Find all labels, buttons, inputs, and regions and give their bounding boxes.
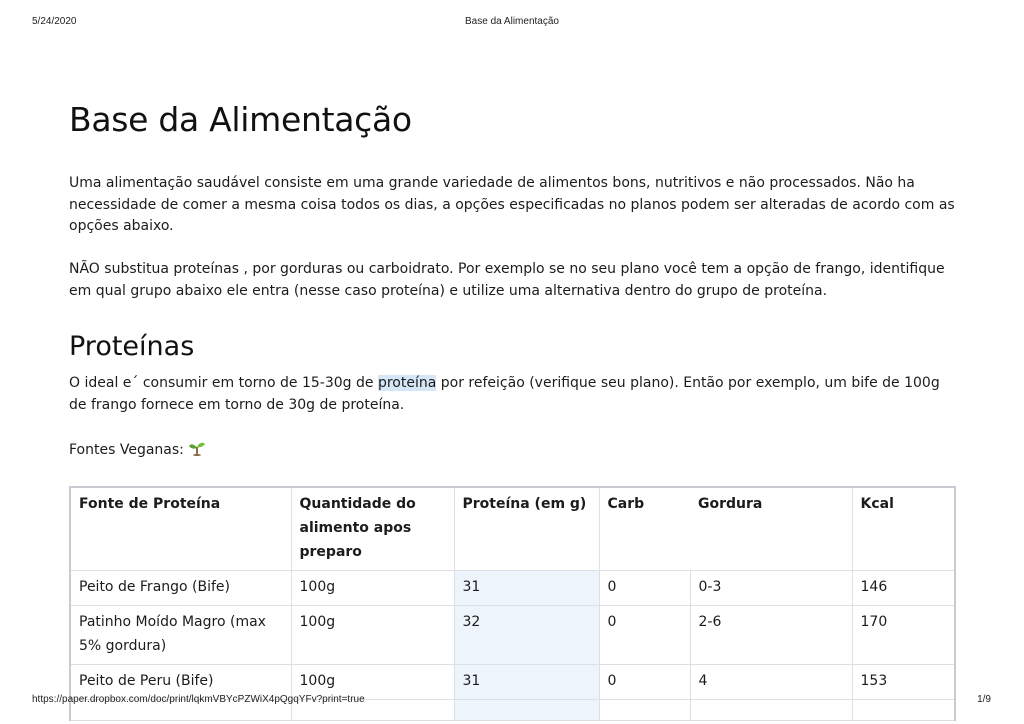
vegan-sources-label: Fontes Veganas:: [69, 442, 184, 458]
cell-source: Peito de Peru (Bife): [70, 665, 291, 700]
cell-quantity: 100g: [291, 571, 454, 606]
cell-protein: 31: [454, 665, 599, 700]
header-kcal: Kcal: [852, 487, 955, 571]
proteins-text-start: O ideal e´ consumir em torno de 15-30g de: [69, 375, 378, 391]
print-date: 5/24/2020: [32, 16, 77, 27]
print-doc-title: Base da Alimentação: [465, 16, 559, 27]
print-header: [0, 16, 1024, 30]
cell-source: Peito de Frango (Bife): [70, 571, 291, 606]
cell-fat: 0-3: [690, 571, 852, 606]
warning-paragraph: NÃO substitua proteínas , por gorduras ou carboidrato. Por exemplo se no seu plano você tem a opção de frango, identifique em qual grupo abaixo ele entra (nesse caso proteína) e utilize uma alternativa dentro do grupo de proteína.: [69, 261, 945, 299]
cell-fat: 4: [690, 665, 852, 700]
protein-table: [69, 486, 956, 721]
cell-kcal: 153: [852, 665, 955, 700]
cell-carb: 0: [599, 665, 690, 700]
header-carb: Carb: [599, 487, 690, 571]
header-quantity: Quantidade do alimento apos preparo: [291, 487, 454, 571]
seedling-icon: [188, 440, 206, 456]
proteins-paragraph: [69, 373, 959, 416]
page-title: Base da Alimentação: [69, 100, 412, 139]
section-title-proteins: Proteínas: [69, 331, 195, 362]
highlighted-word[interactable]: proteína: [377, 375, 437, 391]
header-protein: Proteína (em g): [454, 487, 599, 571]
cell-protein: 31: [454, 571, 599, 606]
intro-paragraph: Uma alimentação saudável consiste em uma grande variedade de alimentos bons, nutritivos e não processados. Não ha necessidade de comer a mesma coisa todos os dias, a opções especificadas no planos podem ser alteradas de acordo com as opções abaixo.: [69, 175, 955, 234]
print-footer: [0, 694, 1024, 708]
page-number: 1/9: [977, 694, 991, 705]
cell-kcal: 146: [852, 571, 955, 606]
header-fat: Gordura: [690, 487, 852, 571]
cell-protein: 32: [454, 606, 599, 665]
cell-carb: 0: [599, 606, 690, 665]
cell-quantity: 100g: [291, 606, 454, 665]
proteins-text-end: por refeição (verifique seu plano). Então por exemplo, um bife de 100g de frango fornece em torno de 30g de proteína.: [69, 375, 940, 413]
table-header-row: [70, 487, 955, 571]
header-source: Fonte de Proteína: [70, 487, 291, 571]
print-url: https://paper.dropbox.com/doc/print/lqkmVBYcPZWiX4pQgqYFv?print=true: [32, 694, 365, 705]
cell-fat: 2-6: [690, 606, 852, 665]
cell-source: Patinho Moído Magro (max 5% gordura): [70, 606, 291, 665]
vegan-sources-line: [69, 440, 959, 462]
table-row: [70, 571, 955, 606]
table-row: [70, 606, 955, 665]
cell-carb: 0: [599, 571, 690, 606]
cell-kcal: 170: [852, 606, 955, 665]
cell-quantity: 100g: [291, 665, 454, 700]
